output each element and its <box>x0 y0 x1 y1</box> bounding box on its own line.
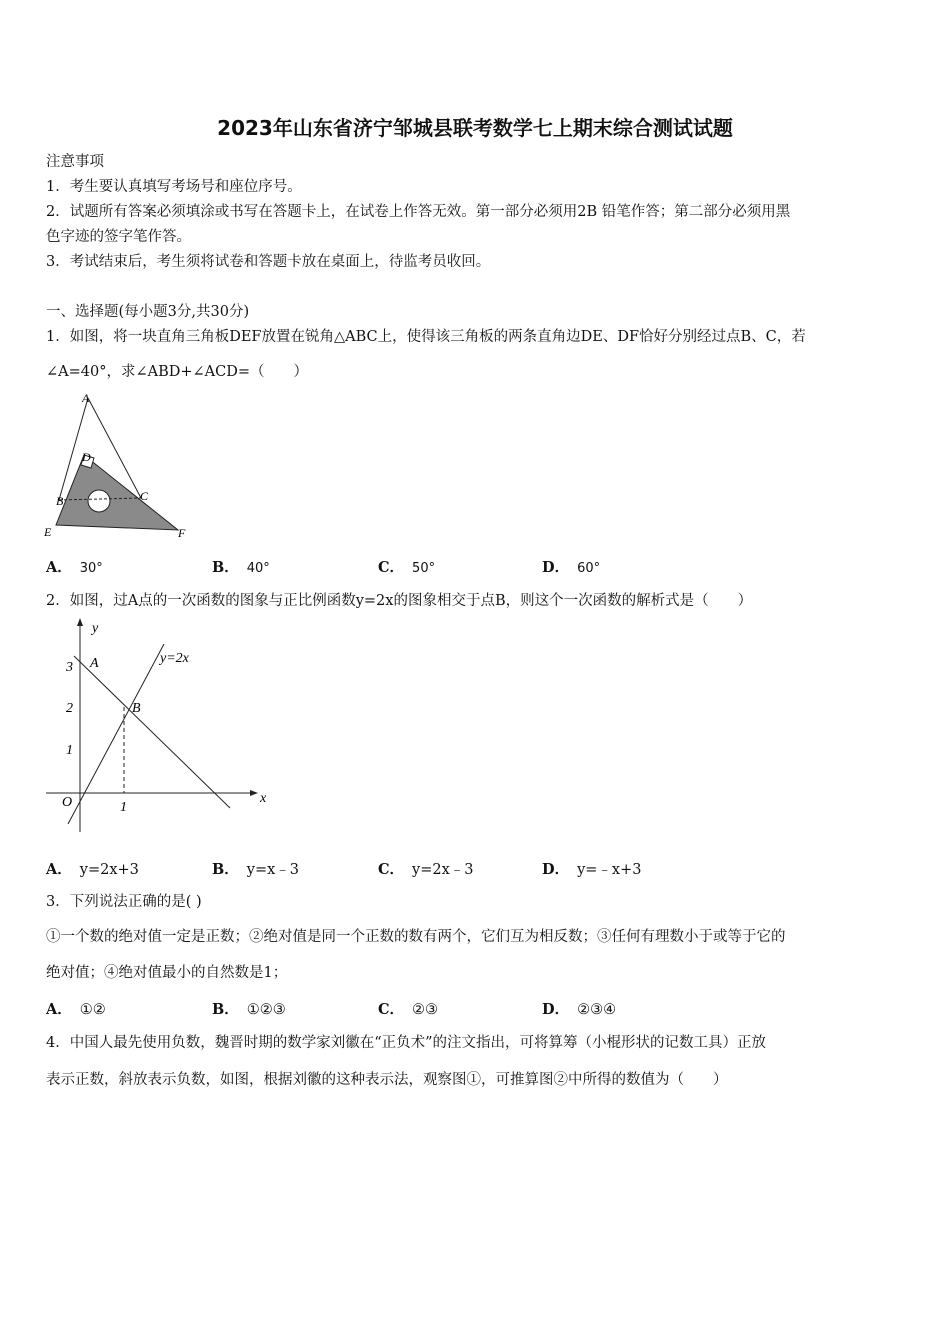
q1-label-a: A <box>82 391 90 405</box>
q2-point-b-label: B <box>132 701 141 716</box>
q2-tick-1: 1 <box>66 743 73 758</box>
q1-option-d[interactable]: D． 60° <box>542 559 601 576</box>
q1-label-c: C <box>140 489 149 503</box>
q2-tick-2: 2 <box>66 701 73 716</box>
q1-option-c[interactable]: C． 50° <box>378 559 436 576</box>
section-heading: 一、选择题(每小题3分,共30分) <box>46 304 250 320</box>
q2-point-a-label: A <box>90 656 99 671</box>
q2-x-axis-label: x <box>260 791 267 806</box>
q4-text-line1: 4．中国人最先使用负数，魏晋时期的数学家刘徽在“正负术”的注文指出，可将算筹（小棍形状的记数工具）正放 <box>46 1035 767 1051</box>
q2-text: 2．如图，过A点的一次函数的图象与正比例函数y=2x的图象相交于点B，则这个一次函数的解析式是（ ） <box>46 593 753 609</box>
q2-option-b[interactable]: B． y=x﹣3 <box>212 861 300 878</box>
q3-text-line1: ①一个数的绝对值一定是正数；②绝对值是同一个正数的数有两个，它们互为相反数；③任何有理数小于或等于它的 <box>46 929 786 945</box>
q3-text-line2: 绝对值；④绝对值最小的自然数是1； <box>46 965 288 981</box>
q2-option-a[interactable]: A． y=2x+3 <box>46 861 139 878</box>
page-title: 2023年山东省济宁邹城县联考数学七上期末综合测试试题 <box>217 116 733 140</box>
q1-text-line1: 1．如图，将一块直角三角板DEF放置在锐角△ABC上，使得该三角板的两条直角边DE、DF恰好分别经过点B、C，若 <box>46 329 806 345</box>
q2-tick-3: 3 <box>66 660 73 675</box>
q3-option-b[interactable]: B． ①②③ <box>212 1001 286 1018</box>
notice-item-2-cont: 色字迹的签字笔作答。 <box>46 229 191 245</box>
q1-label-f: F <box>178 526 186 540</box>
notice-item-1: 1．考生要认真填写考场号和座位序号。 <box>46 179 302 195</box>
q1-triangle-figure <box>40 390 200 545</box>
q1-label-b: B <box>56 494 64 508</box>
q1-label-d: D <box>82 450 91 464</box>
q1-option-b[interactable]: B． 40° <box>212 559 270 576</box>
q3-option-a[interactable]: A． ①② <box>46 1001 106 1018</box>
q2-graph-figure <box>40 614 280 839</box>
q2-option-d[interactable]: D． y=﹣x+3 <box>542 861 642 878</box>
q3-option-d[interactable]: D． ②③④ <box>542 1001 617 1018</box>
q2-line-label: y=2x <box>160 651 189 666</box>
q3-stem: 3．下列说法正确的是( ) <box>46 894 202 910</box>
q2-y-axis-label: y <box>92 621 99 636</box>
notice-item-2: 2．试题所有答案必须填涂或书写在答题卡上，在试卷上作答无效。第一部分必须用2B 铅笔作答；第二部分必须用黑 <box>46 204 791 220</box>
q4-text-line2: 表示正数，斜放表示负数，如图，根据刘徽的这种表示法，观察图①，可推算图②中所得的数值为（ ） <box>46 1072 728 1088</box>
q1-option-a[interactable]: A． 30° <box>46 559 103 576</box>
q2-origin-label: O <box>62 795 73 810</box>
q2-option-c[interactable]: C． y=2x﹣3 <box>378 861 474 878</box>
notice-item-3: 3．考试结束后，考生须将试卷和答题卡放在桌面上，待监考员收回。 <box>46 254 491 270</box>
q1-label-e: E <box>44 525 52 539</box>
q1-text-line2: ∠A=40°，求∠ABD+∠ACD=（ ） <box>46 364 309 380</box>
notice-heading: 注意事项 <box>46 154 104 170</box>
q3-option-c[interactable]: C． ②③ <box>378 1001 439 1018</box>
q2-tick-x1: 1 <box>120 800 127 815</box>
